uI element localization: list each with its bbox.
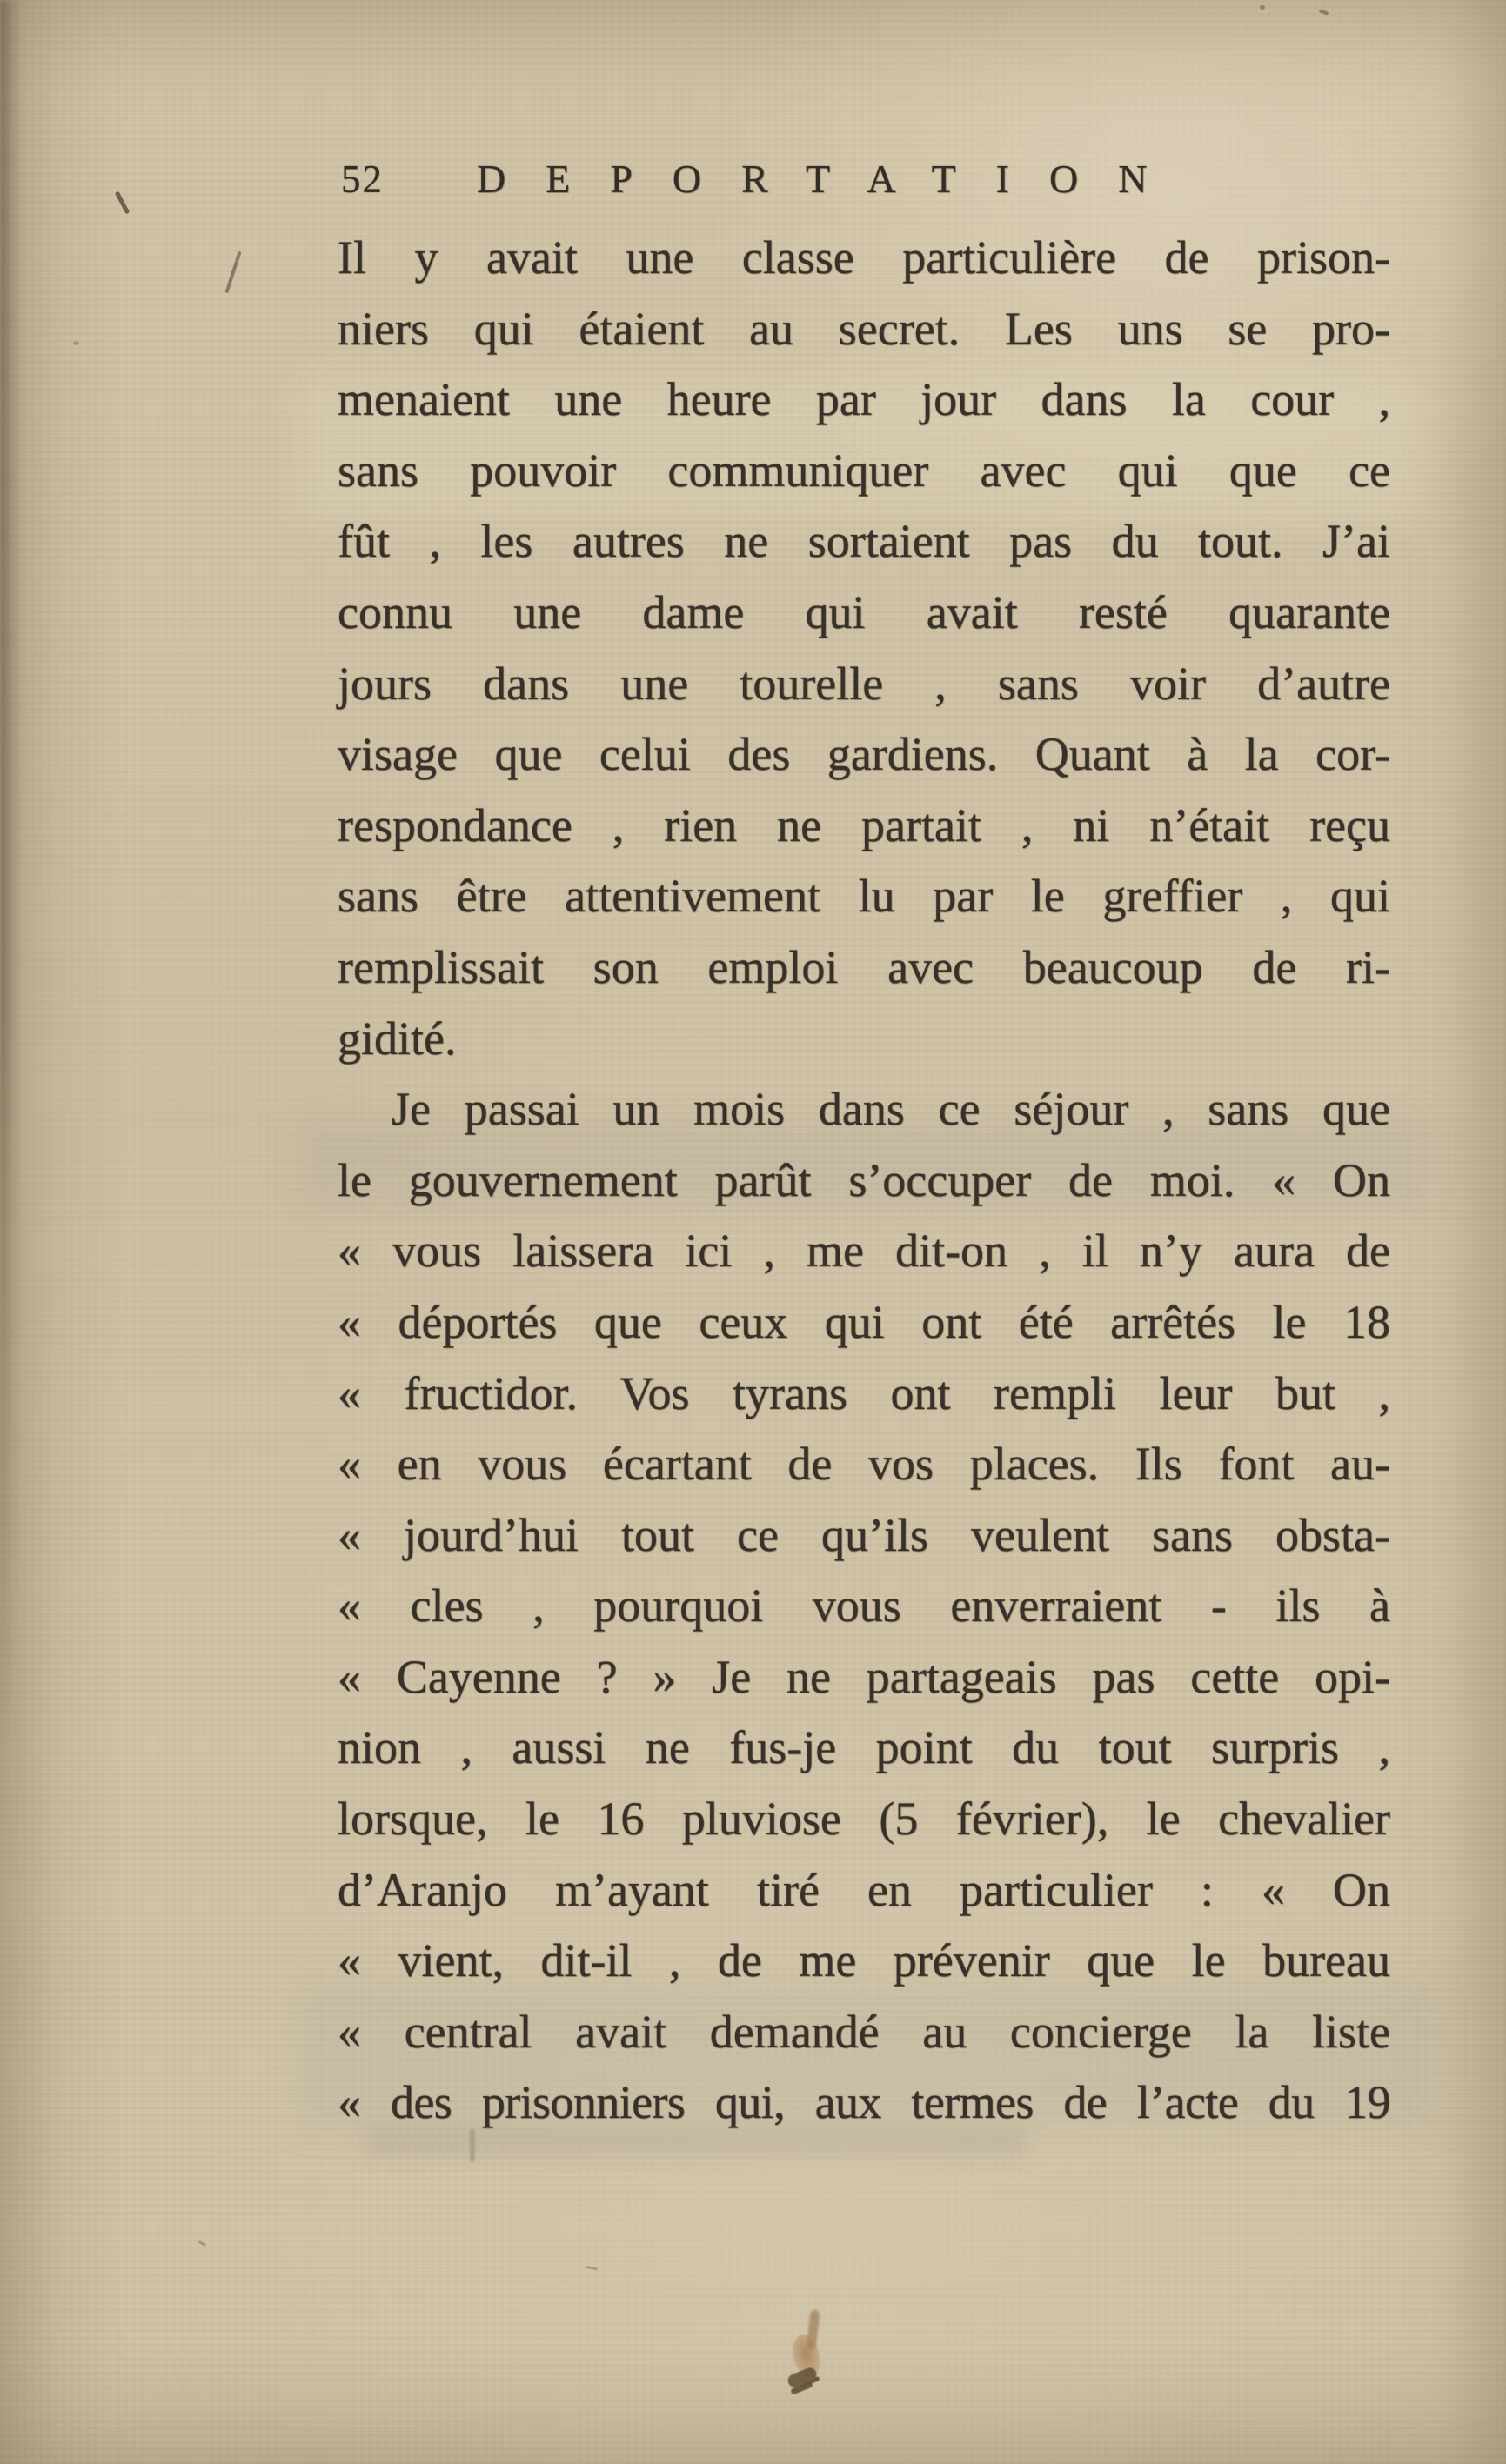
text-line: d’Aranjo m’ayant tiré en particulier : « On [338,1863,1390,1916]
text-line: respondance , rien ne partait , ni n’était reçu [338,798,1390,851]
running-header [338,155,1390,207]
text-line: jours dans une tourelle , sans voir d’autre [338,657,1390,710]
text-line: « vient, dit-il , de me prévenir que le bureau [338,1934,1390,1987]
text-line: sans être attentivement lu par le greffier , qui [338,870,1390,923]
text-line: visage que celui des gardiens. Quant à la cor- [338,728,1390,781]
paper-speck [585,2265,598,2270]
page-gutter-shadow [0,0,23,1826]
ink-showthrough [470,2129,475,2162]
text-line: nion , aussi ne fus-je point du tout surpris , [338,1721,1390,1774]
text-line: « jourd’hui tout ce qu’ils veulent sans obsta- [338,1508,1390,1561]
text-line: remplissait son emploi avec beaucoup de ri- [338,940,1390,993]
text-line: fût , les autres ne sortaient pas du tout. J’ai [338,515,1390,568]
ink-smudge-core [786,2366,818,2389]
ink-smudge [786,2310,833,2401]
text-line: « déportés que ceux qui ont été arrêtés le 18 [338,1295,1390,1348]
pen-stroke-mark [224,251,241,294]
page-number: 52 [341,157,384,201]
paper-speck [1260,5,1265,10]
text-line: Il y avait une classe particulière de prison- [338,231,1390,284]
text-line: connu une dame qui avait resté quarante [338,585,1390,638]
text-line: « des prisonniers qui, aux termes de l’acte du 19 [338,2076,1390,2129]
text-line: le gouvernement parût s’occuper de moi. « On [338,1153,1390,1206]
text-line: niers qui étaient au secret. Les uns se pro- [338,302,1390,355]
text-line: menaient une heure par jour dans la cour , [338,373,1390,426]
paper-speck [198,2240,206,2247]
text-line: « central avait demandé au concierge la liste [338,2005,1390,2058]
text-line: « Cayenne ? » Je ne partageais pas cette opi- [338,1650,1390,1703]
page-body-text [338,223,1390,2139]
running-title: DEPORTATION [477,157,1188,201]
text-line: sans pouvoir communiquer avec qui que ce [338,444,1390,497]
text-line: Je passai un mois dans ce séjour , sans que [392,1083,1390,1136]
text-line: « fructidor. Vos tyrans ont rempli leur but , [338,1366,1390,1419]
text-line: « vous laissera ici , me dit-on , il n’y aura de [338,1225,1390,1278]
paper-speck [73,341,79,345]
text-line: gidité. [338,1012,457,1065]
paper-speck [1319,9,1329,16]
text-line: lorsque, le 16 pluviose (5 février), le chevalier [338,1793,1390,1846]
text-line: « cles , pourquoi vous enverraient - ils à [338,1579,1390,1633]
pen-stroke-mark [115,190,131,214]
text-line: « en vous écartant de vos places. Ils font au- [338,1438,1390,1491]
